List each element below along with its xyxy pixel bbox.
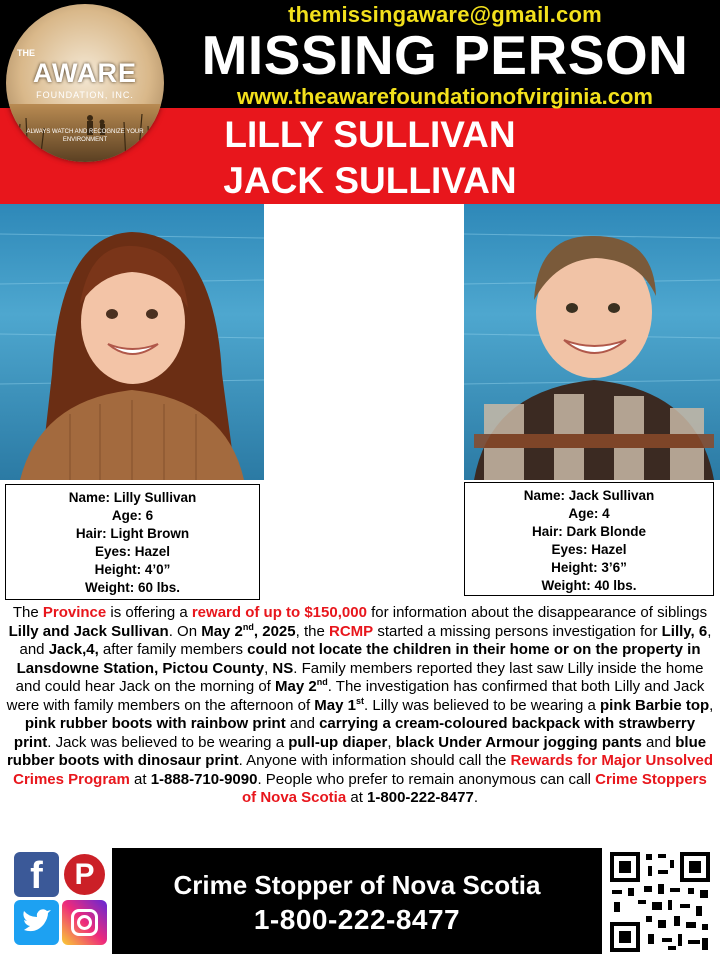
lilly-age: Age: 6 [111, 508, 154, 523]
logo-the-text: THE [17, 48, 35, 58]
photo-jack [464, 204, 720, 480]
photo-lilly [0, 204, 264, 480]
instagram-icon[interactable] [62, 900, 107, 945]
crime-stoppers-banner [112, 848, 602, 954]
missing-names [150, 112, 590, 204]
crime-stoppers-name: Crime Stopper of Nova Scotia [173, 870, 541, 900]
poster-title: MISSING PERSON [201, 24, 689, 86]
social-icons [10, 848, 106, 948]
lilly-details [5, 484, 260, 600]
case-description: The Province is offering a reward of up to $150,000 for information about the disappearance of siblings Lilly and Jack Sullivan. On May 2nd, 2025, the RCMP started a missing persons investigation for Lilly, 6, and Jack,4, after family members could not locate the children in their home or on the property in Lansdowne Station, Pictou County, NS. Family members reported they last saw Lilly inside the home and could hear Jack on the morning of May 2nd. The investigation has confirmed that both Lilly and Jack were with family members on the afternoon of May 1st. Lilly was believed to be wearing a pink Barbie top, pink rubber boots with rainbow print and carrying a cream-coloured backpack with strawberry print. Jack was believed to be wearing a pull-up diaper, black Under Armour jogging pants and blue rubber boots with dinosaur print. Anyone with information should call the Rewards for Major Unsolved Crimes Program at 1-888-710-9090. People who prefer to remain anonymous can call Crime Stoppers of Nova Scotia at 1-800-222-8477. [6, 604, 714, 806]
logo-foundation-text: FOUNDATION, INC. [36, 90, 134, 100]
jack-details [464, 482, 714, 596]
jack-name: Name: Jack Sullivan [523, 488, 655, 503]
name-jack: JACK SULLIVAN [223, 160, 517, 201]
twitter-icon[interactable] [14, 900, 59, 945]
lilly-eyes: Eyes: Hazel [94, 544, 171, 559]
jack-hair: Hair: Dark Blonde [531, 524, 647, 539]
jack-age: Age: 4 [568, 506, 610, 521]
name-lilly: LILLY SULLIVAN [224, 114, 516, 155]
contact-email[interactable]: themissingaware@gmail.com [288, 2, 602, 27]
qr-code[interactable] [608, 850, 712, 954]
aware-foundation-logo [6, 4, 164, 162]
jack-weight: Weight: 40 lbs. [541, 578, 637, 593]
crime-stoppers-phone[interactable]: 1-800-222-8477 [253, 904, 461, 935]
lilly-name: Name: Lilly Sullivan [68, 490, 197, 505]
pinterest-icon[interactable]: P [62, 852, 107, 897]
lilly-height: Height: 4’0” [94, 562, 171, 577]
logo-aware-text: AWARE [32, 58, 137, 88]
facebook-icon[interactable]: f [14, 852, 59, 897]
logo-tagline: ALWAYS WATCH AND RECOGNIZE YOUR ENVIRONMENT [26, 129, 144, 143]
jack-eyes: Eyes: Hazel [551, 542, 627, 557]
lilly-weight: Weight: 60 lbs. [84, 580, 180, 595]
jack-height: Height: 3’6” [551, 560, 627, 575]
lilly-hair: Hair: Light Brown [75, 526, 190, 541]
website-link[interactable]: www.theawarefoundationofvirginia.com [236, 84, 653, 109]
